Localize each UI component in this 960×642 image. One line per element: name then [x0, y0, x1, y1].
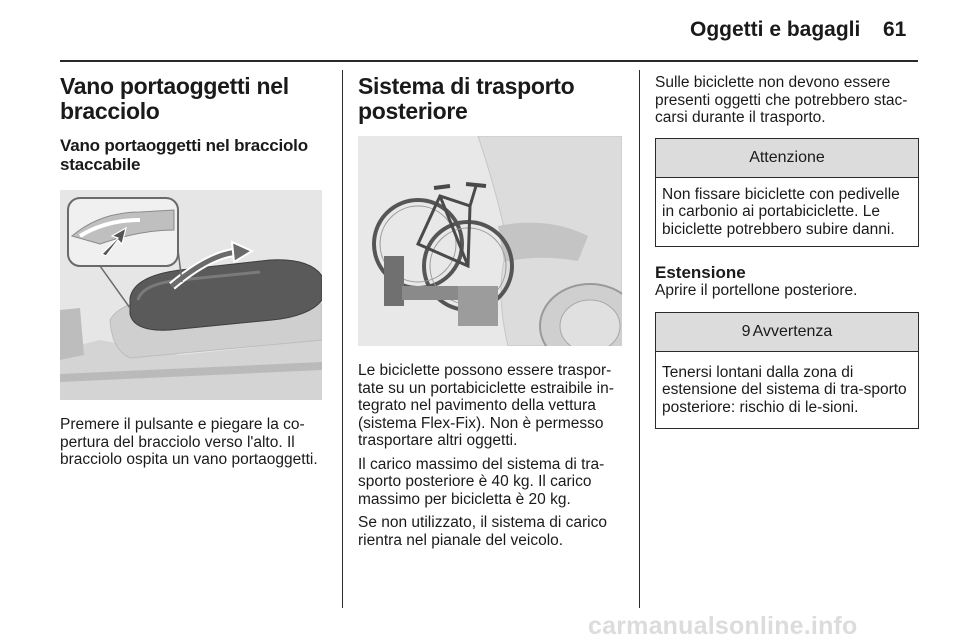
carrier-paragraph-2: Il carico massimo del sistema di tra-sporto posteriore è 40 kg. Il carico massimo per bicicletta è 20 kg.: [358, 455, 605, 508]
warning-box: [655, 312, 919, 430]
section-title-rear-carrier: Sistema di trasporto posteriore: [358, 73, 575, 124]
armrest-instructions: Premere il pulsante e piegare la co-pertura del bracciolo verso l'alto. Il bracciolo ospita un vano portaoggetti.: [60, 416, 318, 468]
running-header-title: Oggetti e bagagli: [690, 18, 861, 41]
warning-header: [656, 313, 918, 352]
extension-title: Estensione: [655, 263, 746, 282]
attention-box: [655, 138, 919, 248]
column-rear-carrier: [358, 74, 623, 549]
bike-carrier-illustration: [358, 136, 622, 346]
warning-title: Avvertenza: [752, 322, 833, 340]
extension-text: Aprire il portellone posteriore.: [655, 282, 858, 299]
intro-paragraph: Sulle biciclette non devono essere presenti oggetti che potrebbero stac-carsi durante il trasporto.: [655, 74, 908, 126]
section-title-armrest: Vano portaoggetti nel bracciolo: [60, 73, 289, 124]
bike-carrier-figure: [358, 136, 622, 346]
warning-text: Tenersi lontani dalla zona di estensione del sistema di tra-sporto posteriore: rischio di le-sioni.: [662, 363, 907, 416]
column-divider: [342, 70, 343, 608]
page-number: 61: [883, 18, 907, 41]
carrier-paragraph-3: Se non utilizzato, il sistema di carico rientra nel pianale del veicolo.: [358, 514, 607, 549]
attention-text: Non fissare biciclette con pedivelle in carbonio ai portabiciclette. Le biciclette potrebbero subire danni.: [662, 185, 900, 238]
armrest-figure: [60, 190, 322, 400]
watermark: carmanualsonline.info: [588, 612, 858, 640]
column-armrest: [60, 74, 326, 469]
subsection-title-detachable: Vano portaoggetti nel bracciolo staccabile: [60, 136, 308, 174]
attention-title: Attenzione: [656, 139, 918, 178]
carrier-paragraph-1: Le biciclette possono essere traspor-tate su un portabiciclette estraibile in-tegrato nel pavimento della vettura (sistema Flex-Fix). Non è permesso trasportare altri oggetti.: [358, 362, 614, 449]
column-notes: [655, 74, 920, 429]
header-rule: [60, 60, 918, 62]
column-divider: [639, 70, 640, 608]
warning-triangle-icon: 9: [741, 322, 751, 340]
armrest-illustration: [60, 190, 322, 400]
